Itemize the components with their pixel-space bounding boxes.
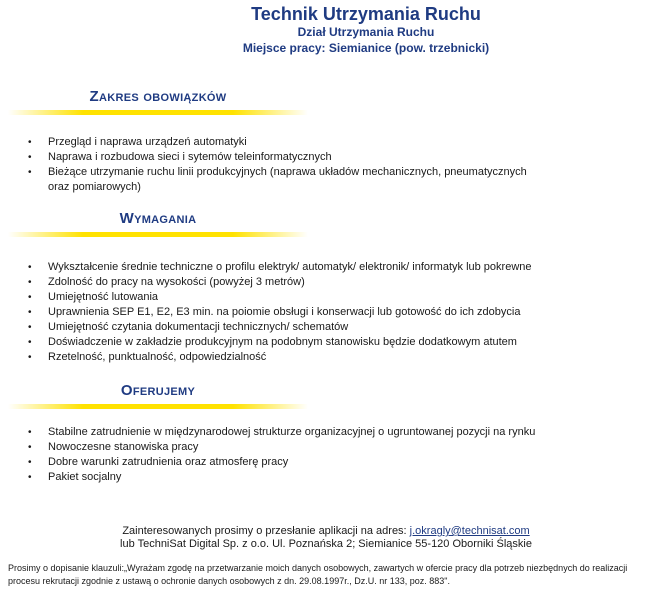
list-item: • Nowoczesne stanowiska pracy (28, 441, 199, 453)
work-location: Miejsce pracy: Siemianice (pow. trzebnicki) (242, 41, 490, 55)
list-item: • Bieżące utrzymanie ruchu linii produkcyjnych (naprawa układów mechanicznych, pneumatycznych (28, 166, 527, 178)
bullet-icon: • (28, 307, 32, 318)
bullet-icon: • (28, 277, 32, 288)
offer-heading: Oferujemy (120, 382, 196, 399)
list-item: • Zdolność do pracy na wysokości (powyżej 3 metrów) (28, 276, 305, 288)
list-item: • Stabilne zatrudnienie w międzynarodowej strukturze organizacyjnej o ugruntowanej pozycji na rynku (28, 426, 536, 438)
list-item-continuation: oraz pomiarowych) (48, 181, 141, 193)
bullet-icon: • (28, 457, 32, 468)
bullet-icon: • (28, 427, 32, 438)
list-item: • Umiejętność lutowania (28, 291, 159, 303)
list-item: • Umiejętność czytania dokumentacji technicznych/ schematów (28, 321, 349, 333)
requirements-underline-bar (8, 232, 308, 237)
bullet-icon: • (28, 167, 32, 178)
bullet-icon: • (28, 352, 32, 363)
consent-clause (8, 562, 644, 588)
list-item: • Przegląd i naprawa urządzeń automatyki (28, 136, 247, 148)
bullet-icon: • (28, 472, 32, 483)
contact-line (0, 524, 652, 538)
offer-section-header (8, 380, 308, 410)
duties-heading: Zakres obowiązków (89, 88, 227, 105)
duties-underline-bar (8, 110, 308, 115)
requirements-heading: Wymagania (119, 210, 197, 227)
bullet-icon: • (28, 337, 32, 348)
bullet-icon: • (28, 262, 32, 273)
list-item: • Doświadczenie w zakładzie produkcyjnym na podobnym stanowisku będzie dodatkowym atutem (28, 336, 517, 348)
bullet-icon: • (28, 152, 32, 163)
offer-underline-bar (8, 404, 308, 409)
bullet-icon: • (28, 292, 32, 303)
requirements-section-header (8, 208, 308, 238)
list-item: • Rzetelność, punktualność, odpowiedzialność (28, 351, 267, 363)
bullet-icon: • (28, 442, 32, 453)
duties-section-header (8, 86, 308, 116)
offer-list (22, 425, 632, 485)
list-item: • Dobre warunki zatrudnienia oraz atmosferę pracy (28, 456, 289, 468)
requirements-list (22, 260, 632, 365)
list-item: • Wykształcenie średnie techniczne o profilu elektryk/ automatyk/ elektronik/ informatyk lub pokrewne (28, 261, 532, 273)
bullet-icon: • (28, 137, 32, 148)
duties-list (22, 135, 632, 195)
list-item: • Uprawnienia SEP E1, E2, E3 min. na poiomie obsługi i konserwacji lub gotowość do ich zdobycia (28, 306, 521, 318)
contact-intro: Zainteresowanych prosimy o przesłanie aplikacji na adres: (122, 525, 410, 537)
list-item: • Naprawa i rozbudowa sieci i sytemów teleinformatycznych (28, 151, 332, 163)
job-title: Technik Utrzymania Ruchu (251, 4, 481, 24)
consent-line-2: procesu rekrutacji zgodnie z ustawą o ochronie danych osobowych z dn. 29.08.1997r., Dz.U. nr 133, poz. 883". (8, 576, 450, 586)
department: Dział Utrzymania Ruchu (297, 25, 435, 39)
bullet-icon: • (28, 322, 32, 333)
consent-line-1: Prosimy o dopisanie klauzuli:„Wyrażam zgodę na przetwarzanie moich danych osobowych, zawartych w ofercie pracy dla potrzeb niezbędnych do realizacji (8, 563, 628, 573)
company-address: lub TechniSat Digital Sp. z o.o. Ul. Poznańska 2; Siemianice 55-120 Oborniki Śląskie (120, 538, 532, 550)
list-item: • Pakiet socjalny (28, 471, 122, 483)
contact-email-link[interactable]: j.okragly@technisat.com (409, 525, 530, 537)
